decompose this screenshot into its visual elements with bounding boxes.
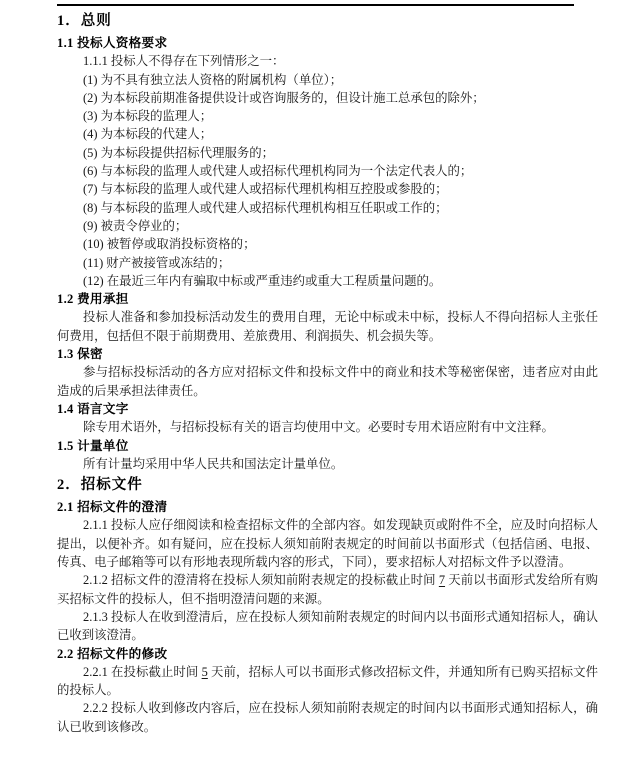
list-item: [57, 125, 598, 143]
text-segment: 2.1.3 投标人在收到澄清后，应在投标人须知前附表规定的时间内以书面形式通知招标人，确认已收到该澄清。: [57, 609, 598, 643]
paragraph: [57, 418, 598, 436]
text-segment: 1.2 费用承担: [57, 292, 129, 307]
paragraph: [57, 455, 598, 473]
text-segment: (3) 为本标段的监理人；: [83, 109, 213, 124]
text-segment: 天前，招标人可以书面形式修改招标文件，并通知所有已购买招标文件的投标人。: [57, 664, 598, 698]
document-content: [57, 9, 598, 736]
underlined-number: 5: [201, 664, 208, 679]
paragraph: [57, 663, 598, 700]
paragraph: [57, 363, 598, 400]
list-item: [57, 71, 598, 89]
text-segment: 天前以书面形式发给所有购买招标文件的投标人，但不指明澄清问题的来源。: [57, 573, 598, 606]
clause-heading: [57, 345, 598, 363]
text-segment: 2.2 招标文件的修改: [57, 646, 168, 661]
list-item: [57, 162, 598, 180]
section-heading: [57, 473, 598, 498]
page-header-rule: [57, 4, 574, 6]
clause-heading: [57, 290, 598, 308]
text-segment: 2.2.2 投标人收到修改内容后，应在投标人须知前附表规定的时间内以书面形式通知招标人，确认已收到该修改。: [57, 701, 598, 734]
text-segment: 参与招标投标活动的各方应对招标文件和投标文件中的商业和技术等秘密保密，违者应对由此造成的后果承担法律责任。: [57, 365, 598, 398]
clause-heading: [57, 400, 598, 418]
text-segment: (9) 被责令停业的；: [83, 218, 188, 233]
clause-heading: [57, 645, 598, 663]
paragraph: [57, 699, 598, 736]
text-segment: (11) 财产被接管或冻结的；: [83, 255, 231, 270]
text-segment: (12) 在最近三年内有骗取中标或严重违约或重大工程质量问题的。: [83, 273, 442, 288]
clause-heading: [57, 498, 598, 516]
text-segment: 所有计量均采用中华人民共和国法定计量单位。: [83, 456, 344, 471]
text-segment: (4) 为本标段的代建人；: [83, 127, 213, 142]
text-segment: (10) 被暂停或取消投标资格的；: [83, 237, 256, 252]
text-segment: 1.4 语言文字: [57, 401, 129, 416]
text-segment: (2) 为本标段前期准备提供设计或咨询服务的，但设计施工总承包的除外；: [83, 90, 485, 105]
text-segment: 1.5 计量单位: [57, 438, 129, 453]
list-item: [57, 199, 598, 217]
list-item: [57, 144, 598, 162]
list-item: [57, 217, 598, 235]
text-segment: (5) 为本标段提供招标代理服务的；: [83, 145, 275, 160]
list-item: [57, 254, 598, 272]
list-item: [57, 235, 598, 253]
paragraph: [57, 571, 598, 608]
underlined-number: 7: [438, 573, 446, 588]
text-segment: 2.2.1 在投标截止时间: [83, 664, 202, 679]
text-segment: (6) 与本标段的监理人或代建人或招标代理机构同为一个法定代表人的；: [83, 164, 473, 179]
text-segment: 1.1 投标人资格要求: [57, 36, 168, 50]
text-segment: 1．总则: [57, 13, 112, 29]
paragraph: [57, 52, 598, 70]
list-item: [57, 180, 598, 198]
list-item: [57, 272, 598, 290]
text-segment: (1) 为不具有独立法人资格的附属机构（单位）；: [83, 72, 343, 87]
text-segment: (7) 与本标段的监理人或代建人或招标代理机构相互控股或参股的；: [83, 182, 448, 197]
clause-heading: [57, 437, 598, 455]
clause-heading: [57, 34, 598, 52]
paragraph: [57, 308, 598, 345]
list-item: [57, 89, 598, 107]
text-segment: 投标人准备和参加投标活动发生的费用自理，无论中标或未中标，投标人不得向招标人主张任何费用，包括但不限于前期费用、差旅费用、利润损失、机会损失等。: [57, 310, 598, 343]
section-heading: [57, 9, 598, 34]
text-segment: 1.3 保密: [57, 347, 103, 362]
text-segment: 除专用术语外，与招标投标有关的语言均使用中文。必要时专用术语应附有中文注释。: [83, 420, 554, 435]
text-segment: 1.1.1 投标人不得存在下列情形之一：: [83, 54, 285, 69]
text-segment: 2.1.1 投标人应仔细阅读和检查招标文件的全部内容。如发现缺页或附件不全，应及时向招标人提出，以便补齐。如有疑问，应在投标人须知前附表规定的时间前以书面形式（包括信函、电报、传真、电子邮箱等可以有形地表现所载内容的形式，下同），要求招标人对招标文件予以澄清。: [57, 518, 598, 570]
paragraph: [57, 608, 598, 645]
paragraph: [57, 516, 598, 571]
text-segment: 2.1.2 招标文件的澄清将在投标人须知前附表规定的投标截止时间: [83, 573, 439, 588]
list-item: [57, 107, 598, 125]
text-segment: (8) 与本标段的监理人或代建人或招标代理机构相互任职或工作的；: [83, 200, 448, 215]
text-segment: 2.1 招标文件的澄清: [57, 500, 168, 515]
text-segment: 2．招标文件: [57, 477, 143, 494]
